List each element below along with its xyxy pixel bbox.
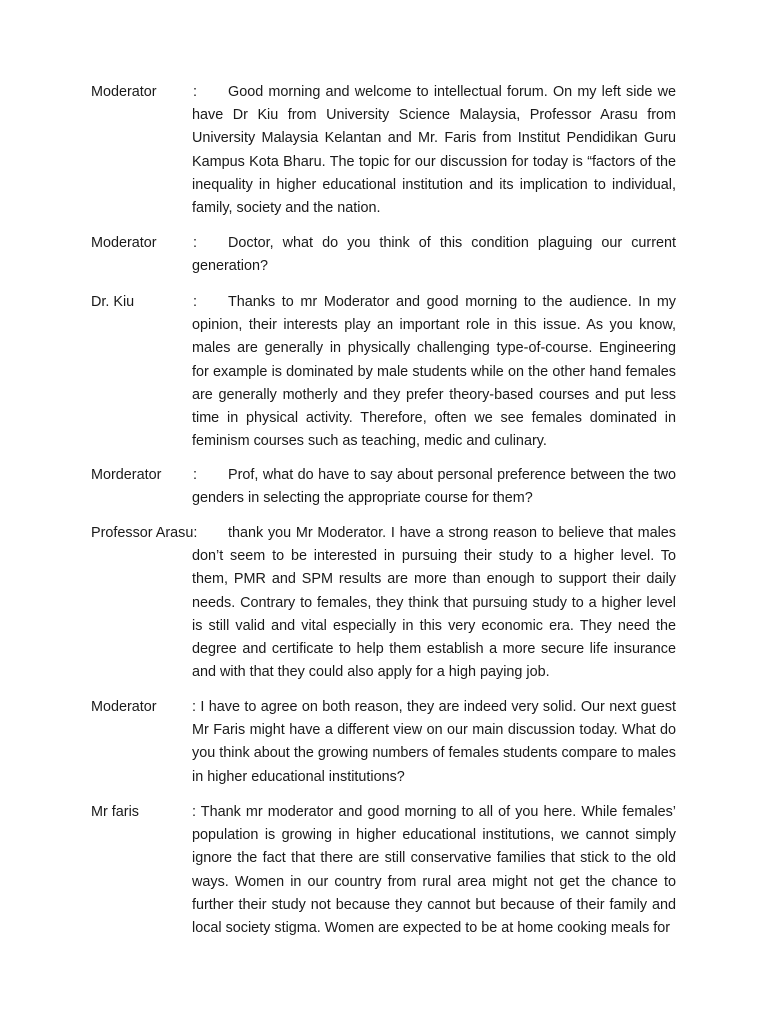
speaker-name: Morderator	[91, 467, 162, 483]
speaker-name: Dr. Kiu	[91, 294, 135, 310]
speaker-name: Professor Arasu:	[91, 525, 198, 541]
speaker-name: Moderator	[91, 699, 157, 715]
speech-text: : I have to agree on both reason, they are indeed very solid. Our next guest Mr Faris might have a different view on our main discussion today. What do you think about the growing numbers of females students compare to males in higher educational institutions?	[192, 699, 676, 785]
speaker-separator: :	[193, 84, 197, 100]
speech-text: Good morning and welcome to intellectual forum. On my left side we have Dr Kiu from University Science Malaysia, Professor Arasu from University Malaysia Kelantan and Mr. Faris from Institut Pendidikan Guru Kampus Kota Bharu. The topic for our discussion for today is “factors of the inequality in higher educational institution and its implication to individual, family, society and the nation.	[192, 84, 676, 217]
speaker-separator: :	[193, 467, 197, 483]
speech-text: Prof, what do have to say about personal preference between the two genders in selecting the appropriate course for them?	[192, 467, 676, 507]
speaker-separator: :	[193, 294, 197, 310]
speaker-name: Moderator	[91, 235, 157, 251]
speech-text: Doctor, what do you think of this condition plaguing our current generation?	[192, 235, 676, 275]
speaker-name: Mr faris	[91, 804, 139, 820]
speech-text: : Thank mr moderator and good morning to all of you here. While females’ population is growing in higher educational institutions, we cannot simply ignore the fact that there are still conservative families that stick to the old ways. Women in our country from rural area might not get the chance to further their study not because they cannot but because of their family and local society stigma. Women are expected to be at home cooking meals for	[192, 804, 676, 937]
speaker-name: Moderator	[91, 84, 157, 100]
speech-text: Thanks to mr Moderator and good morning to the audience. In my opinion, their interests play an important role in this issue. As you know, males are generally in physically challenging type-of-course. Engineering for example is dominated by male students while on the other hand females are generally motherly and they prefer theory-based courses and put less time in physical activity. Therefore, often we see females dominated in feminism courses such as teaching, medic and culinary.	[192, 294, 676, 450]
speech-text: thank you Mr Moderator. I have a strong reason to believe that males don’t seem to be interested in pursuing their study to a higher level. To them, PMR and SPM results are more than enough to support their daily needs. Contrary to females, they think that pursuing study to a higher level is still valid and vital especially in this very economic era. They need the degree and certificate to help them establish a more secure life insurance and with that they could also apply for a high paying job.	[192, 525, 676, 681]
speaker-separator: :	[193, 235, 197, 251]
